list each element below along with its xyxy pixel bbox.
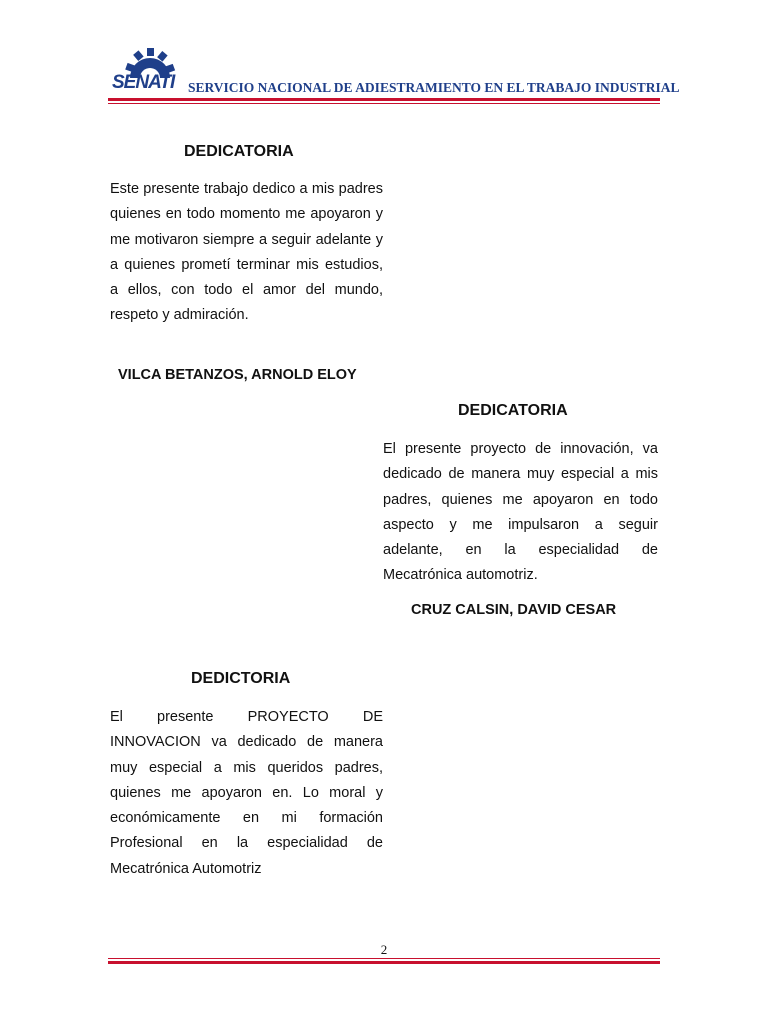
section-3-heading: DEDICTORIA bbox=[191, 670, 291, 687]
header-rule-thick bbox=[108, 98, 660, 101]
header-rule-thin bbox=[108, 103, 660, 104]
footer-rule-thin bbox=[108, 958, 660, 959]
senati-logo bbox=[108, 44, 188, 94]
section-2-heading: DEDICATORIA bbox=[458, 402, 568, 419]
section-2-author: CRUZ CALSIN, DAVID CESAR bbox=[411, 602, 617, 618]
footer-rule-thick bbox=[108, 961, 660, 964]
header-title: SERVICIO NACIONAL DE ADIESTRAMIENTO EN EL TRABAJO INDUSTRIAL bbox=[188, 80, 680, 95]
logo-text: SENATI bbox=[112, 72, 175, 93]
page-footer bbox=[108, 958, 660, 966]
page-header bbox=[108, 44, 680, 106]
section-1-paragraph: Este presente trabajo dedico a mis padres quienes en todo momento me apoyaron y me motivaron siempre a seguir adelante y a quienes prometí terminar mis estudios, a ellos, con todo el amor del mundo, respeto y admiración. bbox=[110, 181, 383, 324]
page-number: 2 bbox=[380, 942, 388, 957]
section-1-heading: DEDICATORIA bbox=[184, 143, 294, 160]
section-3-paragraph: El presente PROYECTO DE INNOVACION va dedicado de manera muy especial a mis queridos padres, quienes me apoyaron en. Lo moral y económicamente en mi formación Profesional en la especialidad de Mecatrónica Automotriz bbox=[110, 709, 383, 877]
section-2-paragraph: El presente proyecto de innovación, va dedicado de manera muy especial a mis padres, quienes me apoyaron en todo aspecto y me impulsaron a seguir adelante, en la especialidad de Mecatrónica automotriz. bbox=[383, 441, 658, 584]
section-1-author: VILCA BETANZOS, ARNOLD ELOY bbox=[118, 367, 357, 383]
